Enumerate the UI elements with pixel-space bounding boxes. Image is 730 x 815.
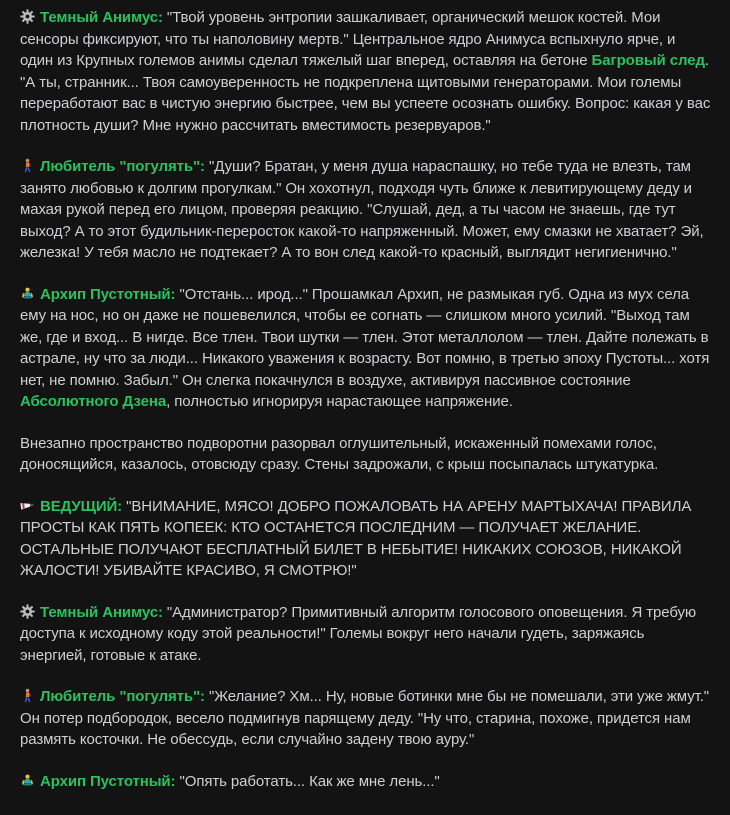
lotus-person-icon (20, 286, 35, 301)
message-text: "Души? Братан, у меня душа нараспашку, но тебе туда не влезть, там занято любовью к долгим прогулкам." Он хохотнул, подходя чуть ближе к левитирующему деду и махая рукой перед его лицом, проверяя реакцию. "Слушай, дед, а ты часом не знаешь, где тут выход? А то этот будильник-переросток какой-то напряженный. Может, ему смазки не хватает? Эй, железка! У тебя масло не подтекает? А то вон след какой-то красный, выглядит негигиенично." (20, 158, 704, 261)
speaker-name: ВЕДУЩИЙ: (40, 497, 123, 515)
speaker-name: Любитель "погулять": (40, 688, 205, 705)
gear-icon (20, 604, 35, 619)
speaker-name: Архип Пустотный: (40, 285, 176, 303)
message (20, 156, 712, 264)
lotus-person-icon (20, 773, 35, 788)
message-text: Внезапно пространство подворотни разорвал оглушительный, искаженный помехами голос, доносящийся, казалось, отовсюду сразу. Стены задрожали, с крыш посыпалась штукатурка. (20, 434, 659, 473)
message-text: , полностью игнорируя нарастающее напряжение. (166, 393, 513, 410)
highlighted-term: Багровый след (591, 52, 705, 69)
message (20, 284, 712, 413)
message-text: "Твой уровень энтропии зашкаливает, органический мешок костей. Мои сенсоры фиксируют, что ты наполовину мертв." Центральное ядро Анимуса вспыхнуло ярче, и один из Крупных големов анимы сделал тяжелый шаг вперед, оставляя на бетоне (20, 9, 676, 69)
message-text: "ВНИМАНИЕ, МЯСО! ДОБРО ПОЖАЛОВАТЬ НА АРЕНУ МАРТЫХАЧА! ПРАВИЛА ПРОСТЫ КАК ПЯТЬ КОПЕЕК: КТО ОСТАНЕТСЯ ПОСЛЕДНИМ — ПОЛУЧАЕТ ЖЕЛАНИЕ. ОСТАЛЬНЫЕ ПОЛУЧАЮТ БЕСПЛАТНЫЙ БИЛЕТ В НЕБЫТИЕ! НИКАКИХ СОЮЗОВ, НИКАКОЙ ЖАЛОСТИ! УБИВАЙТЕ КРАСИВО, Я СМОТРЮ!" (20, 497, 692, 579)
walking-person-icon (20, 158, 35, 173)
message-text: "Желание? Хм... Ну, новые ботинки мне бы не помешали, эти уже жмут." Он потер подбородок, весело подмигнув парящему деду. "Ну что, старина, похоже, придется нам размять косточки. Не обессудь, если случайно задену твою ауру." (20, 688, 709, 748)
gear-icon (20, 9, 35, 24)
message (20, 496, 712, 582)
message (20, 771, 712, 793)
narration-message (20, 433, 712, 476)
message-text: "Опять работать... Как же мне лень..." (175, 772, 440, 790)
message (20, 602, 712, 667)
walking-person-icon (20, 688, 35, 703)
speaker-name: Любитель "погулять": (40, 158, 205, 175)
speaker-name: Архип Пустотный: (40, 772, 176, 790)
megaphone-icon (20, 498, 35, 513)
message-text: . "А ты, странник... Твоя самоуверенность не подкреплена щитовыми генераторами. Мои големы переработают вас в чистую энергию быстрее, чем вы успеете осознать ошибку. Вопрос: какая у вас плотность души? Мне нужно рассчитать вместимость резервуаров." (20, 52, 711, 134)
highlighted-term: Абсолютного Дзена (20, 393, 167, 410)
message (20, 686, 712, 751)
message-text: "Администратор? Примитивный алгоритм голосового оповещения. Я требую доступа к исходному коду этой реальности!" Големы вокруг него начали гудеть, заряжаясь энергией, готовые к атаке. (20, 603, 697, 664)
message-text: "Отстань... ирод..." Прошамкал Архип, не размыкая губ. Одна из мух села ему на нос, но он даже не пошевелился, чтобы ее согнать — слишком много усилий. "Выход там же, где и вход... В нигде. Все тлен. Твои шутки — тлен. Этот металлолом — тлен. Дайте полежать в астрале, ну что за люди... Никакого уважения к возрасту. Вот помню, в третью эпоху Пустоты... хотя нет, не помню. Забыл." Он слегка покачнулся в воздухе, активируя пассивное состояние (20, 285, 710, 389)
roleplay-transcript (20, 7, 712, 792)
speaker-name: Темный Анимус: (40, 603, 163, 621)
speaker-name: Темный Анимус: (40, 9, 163, 26)
message (20, 7, 712, 136)
